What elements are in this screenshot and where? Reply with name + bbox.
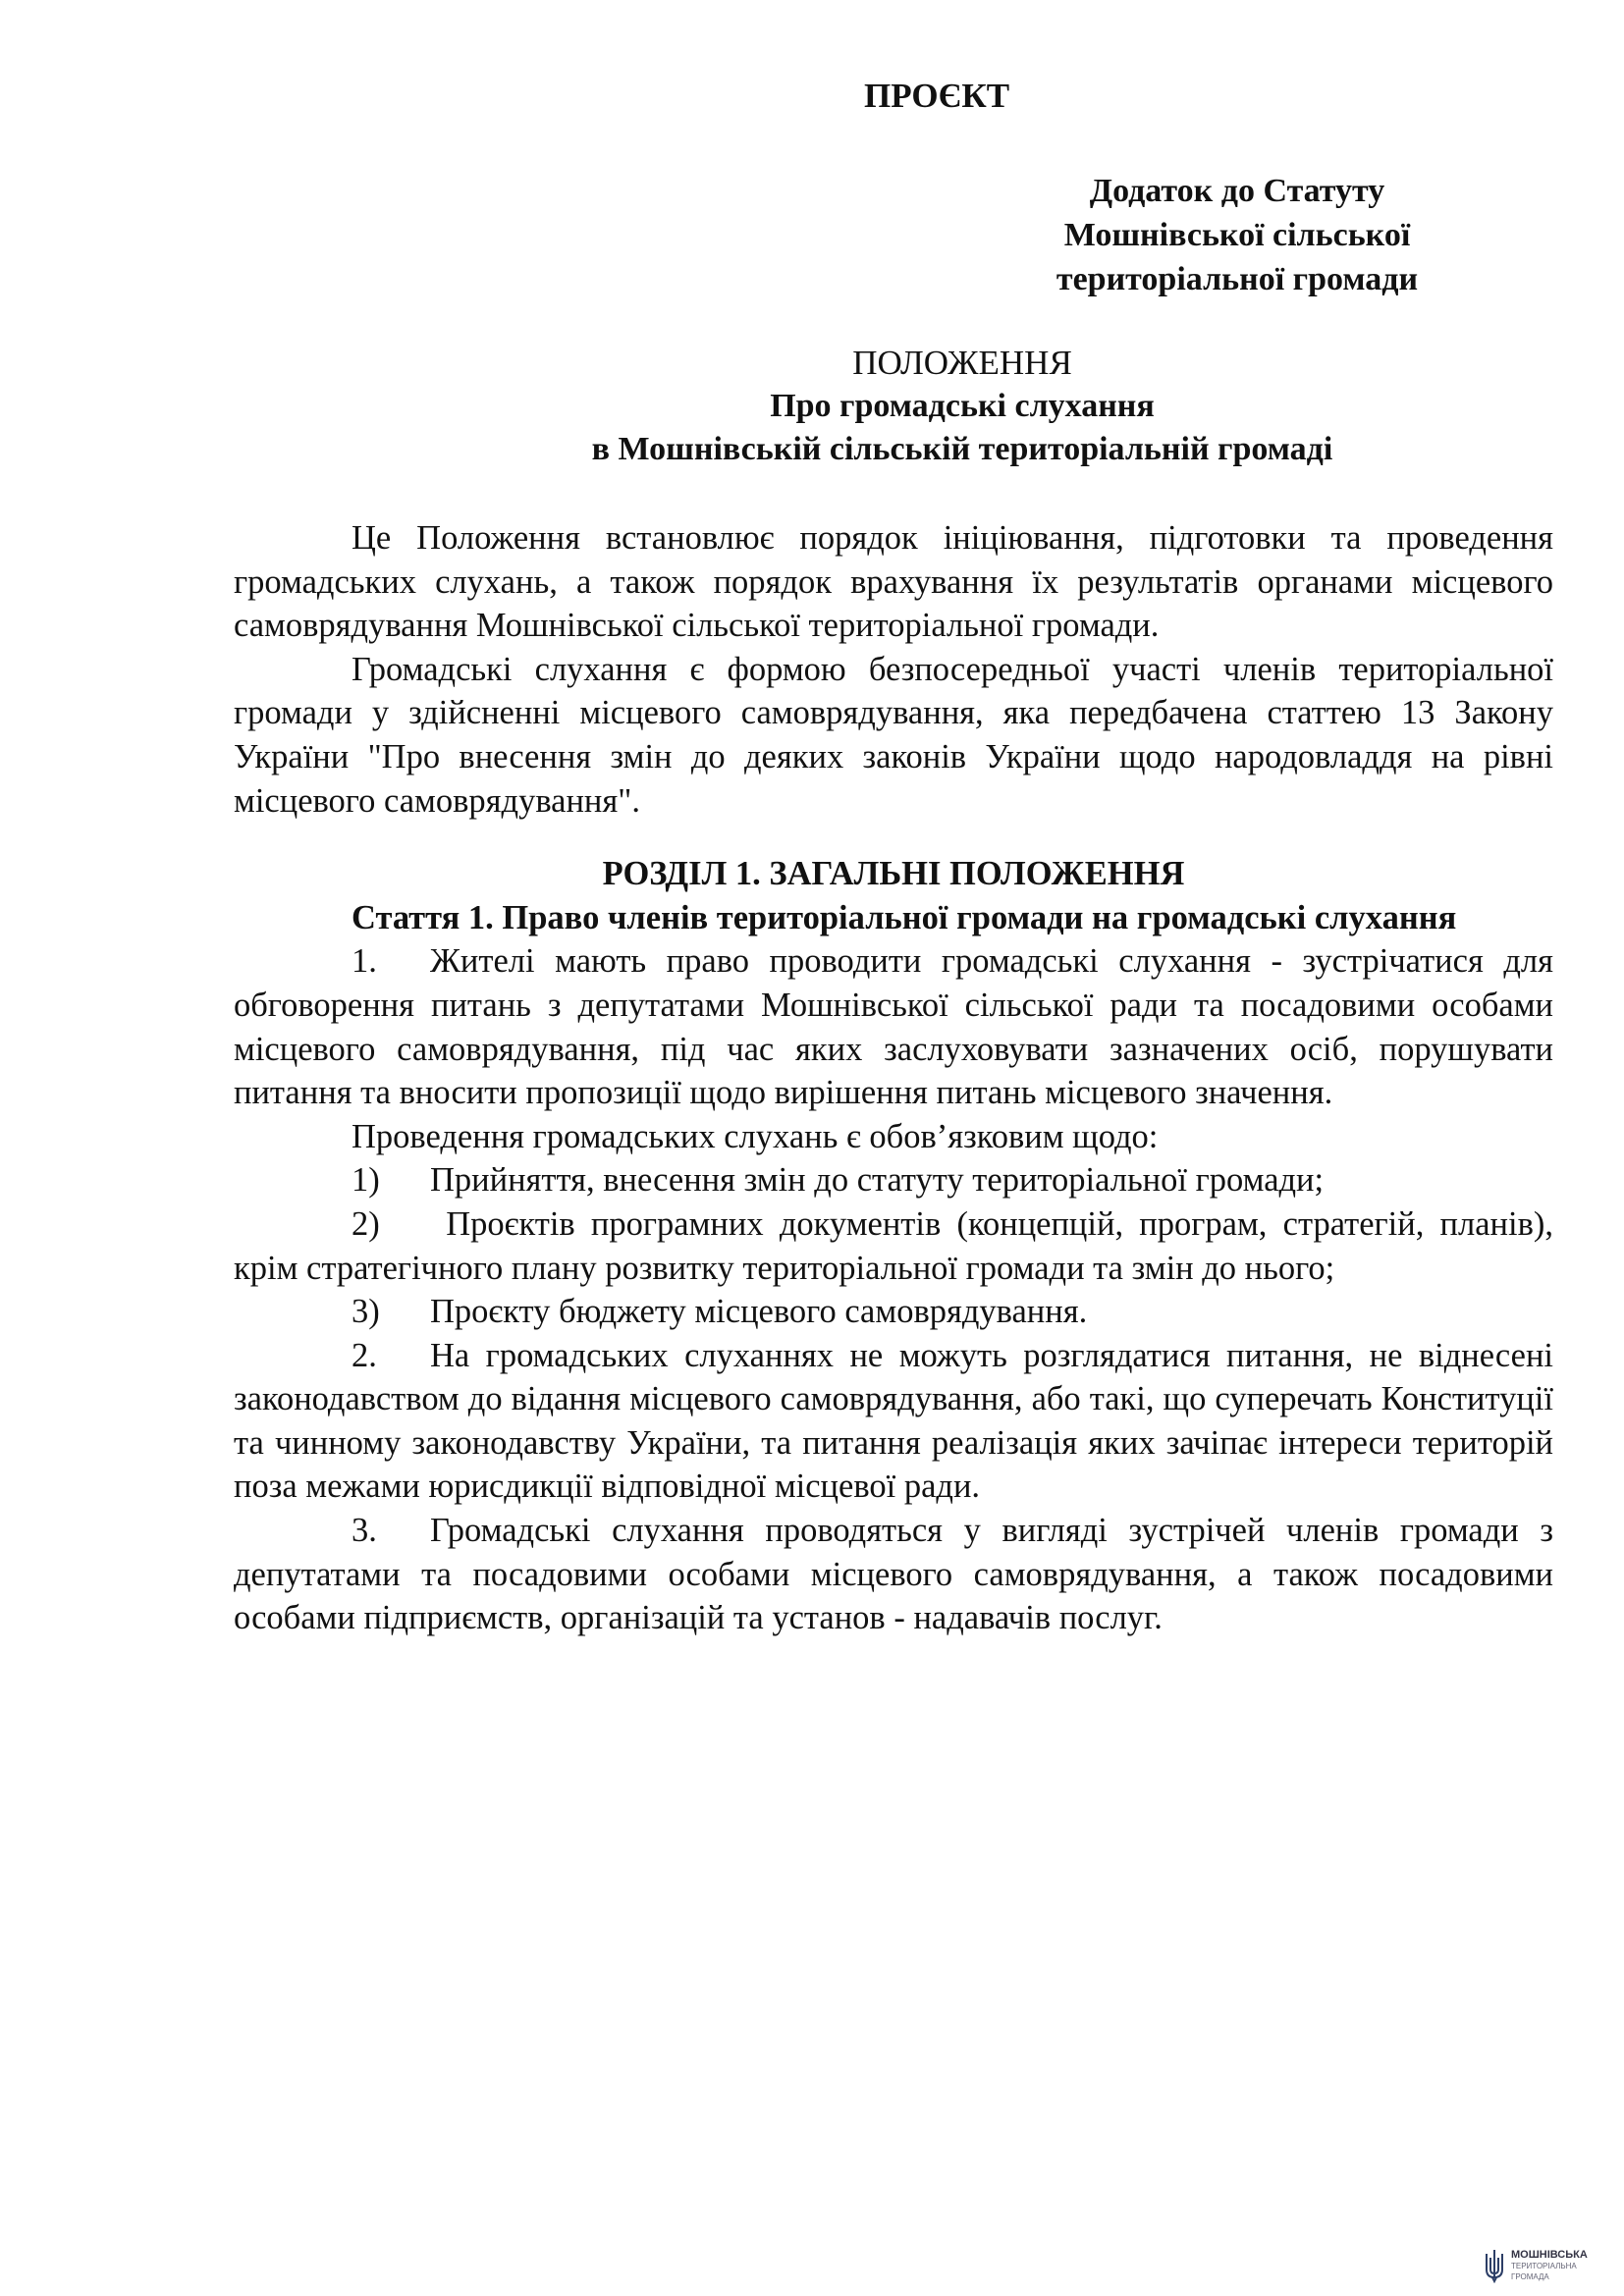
title-line: ПОЛОЖЕННЯ — [852, 344, 1072, 382]
logo-line: ТЕРИТОРІАЛЬНА — [1511, 2261, 1577, 2270]
logo-text — [1511, 2250, 1588, 2282]
list-item — [234, 1290, 1553, 1334]
document-body — [234, 516, 1553, 1640]
item-text: Проєкту бюджету місцевого самоврядування. — [430, 1293, 1088, 1331]
list-item — [234, 1509, 1553, 1640]
intro-paragraph: Це Положення встановлює порядок ініціювання, підготовки та проведення громадських слухань, а також порядок врахування їх результатів органами місцевого самоврядування Мошнівської сільської територіальної громади. — [234, 519, 1553, 645]
list-item — [234, 1334, 1553, 1509]
list-item — [234, 1158, 1553, 1202]
item-text: Жителі мають право проводити громадські слухання - зустрічатися для обговорення питань з депутатами Мошнівської сільської ради та посадовими особами місцевого самоврядування, під час яких заслуховувати зазначених осіб, порушувати питання та вносити пропозиції щодо вирішення питань місцевого значення. — [234, 942, 1553, 1112]
item-number: 3. — [352, 1512, 377, 1550]
community-logo — [1483, 2246, 1600, 2285]
item-text: Проєктів програмних документів (концепцій, програм, стратегій, планів), крім стратегічного плану розвитку територіальної громади та змін до нього; — [234, 1204, 1553, 1287]
article-heading: Стаття 1. Право членів територіальної громади на громадські слухання — [352, 898, 1457, 936]
item-text: Прийняття, внесення змін до статуту територіальної громади; — [430, 1161, 1325, 1200]
logo-line: ГРОМАДА — [1511, 2271, 1549, 2281]
list-item — [234, 1202, 1553, 1290]
addendum-line: територіальної громади — [1056, 261, 1419, 297]
title-line: Про громадські слухання — [770, 388, 1155, 424]
item-number: 1) — [352, 1161, 380, 1200]
list-item — [234, 1115, 1553, 1159]
item-number: 2. — [352, 1336, 377, 1374]
list-item — [234, 939, 1553, 1114]
addendum-line: Мошнівської сільської — [1063, 217, 1411, 253]
addendum-line: Додаток до Статуту — [1089, 173, 1385, 209]
item-number: 1. — [352, 942, 377, 981]
section-heading: РОЗДІЛ 1. ЗАГАЛЬНІ ПОЛОЖЕННЯ — [602, 855, 1185, 893]
item-number: 3) — [352, 1293, 380, 1331]
title-line: в Мошнівській сільській територіальній громаді — [591, 431, 1333, 467]
item-number: 2) — [352, 1204, 380, 1243]
item-text: Громадські слухання проводяться у вигляді зустрічей членів громади з депутатами та посадовими особами місцевого самоврядування, а також посадовими особами підприємств, організацій та установ - надавачів послуг. — [234, 1512, 1553, 1637]
item-text: Проведення громадських слухань є обов’язковим щодо: — [352, 1117, 1159, 1155]
intro-paragraph: Громадські слухання є формою безпосередньої участі членів територіальної громади у здійсненні місцевого самоврядування, яка передбачена статтею 13 Закону України "Про внесення змін до деяких законів України щодо народовладдя на рівні місцевого самоврядування". — [234, 650, 1553, 820]
project-label: ПРОЄКТ — [864, 77, 1010, 115]
document-title — [334, 342, 1591, 471]
logo-line: МОШНІВСЬКА — [1511, 2248, 1588, 2261]
addendum-note — [982, 169, 1492, 301]
item-text: На громадських слуханнях не можуть розглядатися питання, не віднесені законодавством до відання місцевого самоврядування, або такі, що суперечать Конституції та чинному законодавству України, та питання реалізація яких зачіпає інтереси територій поза межами юрисдикції відповідної місцевої ради. — [234, 1336, 1553, 1506]
trident-icon — [1483, 2248, 1506, 2283]
